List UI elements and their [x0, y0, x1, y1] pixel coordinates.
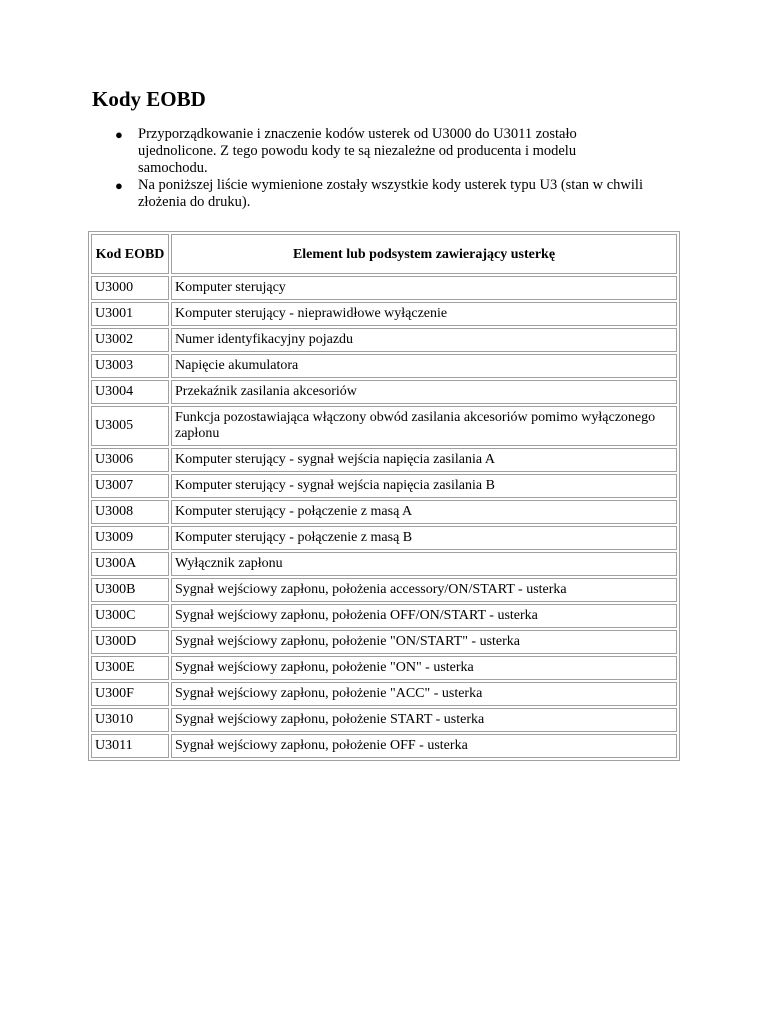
description-cell: Sygnał wejściowy zapłonu, położenie "ON" - usterka	[171, 656, 677, 680]
table-row	[91, 354, 677, 378]
code-cell: U300A	[91, 552, 169, 576]
table-row	[91, 474, 677, 498]
description-cell: Przekaźnik zasilania akcesoriów	[171, 380, 677, 404]
table-row	[91, 734, 677, 758]
description-cell: Sygnał wejściowy zapłonu, położenie "ACC" - usterka	[171, 682, 677, 706]
code-cell: U300C	[91, 604, 169, 628]
table-row	[91, 552, 677, 576]
code-cell: U3004	[91, 380, 169, 404]
description-cell: Sygnał wejściowy zapłonu, położenie START - usterka	[171, 708, 677, 732]
table-row	[91, 328, 677, 352]
code-cell: U3007	[91, 474, 169, 498]
table-row	[91, 578, 677, 602]
bullet-icon: ●	[115, 127, 123, 142]
notes-list	[92, 126, 648, 211]
code-cell: U3009	[91, 526, 169, 550]
note-text: Przyporządkowanie i znaczenie kodów usterek od U3000 do U3011 zostało ujednolicone. Z tego powodu kody te są niezależne od producenta i modelu samochodu.	[138, 126, 577, 176]
code-cell: U3001	[91, 302, 169, 326]
table-row	[91, 500, 677, 524]
description-cell: Sygnał wejściowy zapłonu, położenie OFF - usterka	[171, 734, 677, 758]
table-row	[91, 630, 677, 654]
table-row	[91, 302, 677, 326]
table-row	[91, 448, 677, 472]
table-header-row	[91, 234, 677, 274]
bullet-icon: ●	[115, 178, 123, 193]
list-item	[115, 177, 648, 211]
table-row	[91, 526, 677, 550]
description-cell: Komputer sterujący - sygnał wejścia napięcia zasilania A	[171, 448, 677, 472]
description-cell: Funkcja pozostawiająca włączony obwód zasilania akcesoriów pomimo wyłączonego zapłonu	[171, 406, 677, 446]
header-code: Kod EOBD	[91, 234, 169, 274]
code-cell: U3005	[91, 406, 169, 446]
code-cell: U3002	[91, 328, 169, 352]
description-cell: Napięcie akumulatora	[171, 354, 677, 378]
table-row	[91, 604, 677, 628]
code-cell: U300E	[91, 656, 169, 680]
list-item	[115, 126, 648, 177]
code-cell: U3010	[91, 708, 169, 732]
code-cell: U300D	[91, 630, 169, 654]
table-row	[91, 656, 677, 680]
description-cell: Numer identyfikacyjny pojazdu	[171, 328, 677, 352]
code-cell: U3011	[91, 734, 169, 758]
description-cell: Sygnał wejściowy zapłonu, położenia accessory/ON/START - usterka	[171, 578, 677, 602]
code-cell: U3003	[91, 354, 169, 378]
table-row	[91, 276, 677, 300]
table-row	[91, 708, 677, 732]
document-page	[92, 86, 692, 761]
table-row	[91, 682, 677, 706]
page-title: Kody EOBD	[92, 87, 206, 111]
code-cell: U3000	[91, 276, 169, 300]
header-description: Element lub podsystem zawierający usterkę	[171, 234, 677, 274]
table-row	[91, 380, 677, 404]
code-cell: U300B	[91, 578, 169, 602]
codes-table	[88, 231, 680, 761]
code-cell: U300F	[91, 682, 169, 706]
description-cell: Komputer sterujący - połączenie z masą A	[171, 500, 677, 524]
code-cell: U3008	[91, 500, 169, 524]
description-cell: Komputer sterujący - nieprawidłowe wyłączenie	[171, 302, 677, 326]
description-cell: Sygnał wejściowy zapłonu, położenie "ON/START" - usterka	[171, 630, 677, 654]
description-cell: Komputer sterujący	[171, 276, 677, 300]
description-cell: Komputer sterujący - sygnał wejścia napięcia zasilania B	[171, 474, 677, 498]
code-cell: U3006	[91, 448, 169, 472]
description-cell: Sygnał wejściowy zapłonu, położenia OFF/ON/START - usterka	[171, 604, 677, 628]
description-cell: Komputer sterujący - połączenie z masą B	[171, 526, 677, 550]
description-cell: Wyłącznik zapłonu	[171, 552, 677, 576]
table-row	[91, 406, 677, 446]
note-text: Na poniższej liście wymienione zostały wszystkie kody usterek typu U3 (stan w chwili złożenia do druku).	[138, 177, 643, 210]
